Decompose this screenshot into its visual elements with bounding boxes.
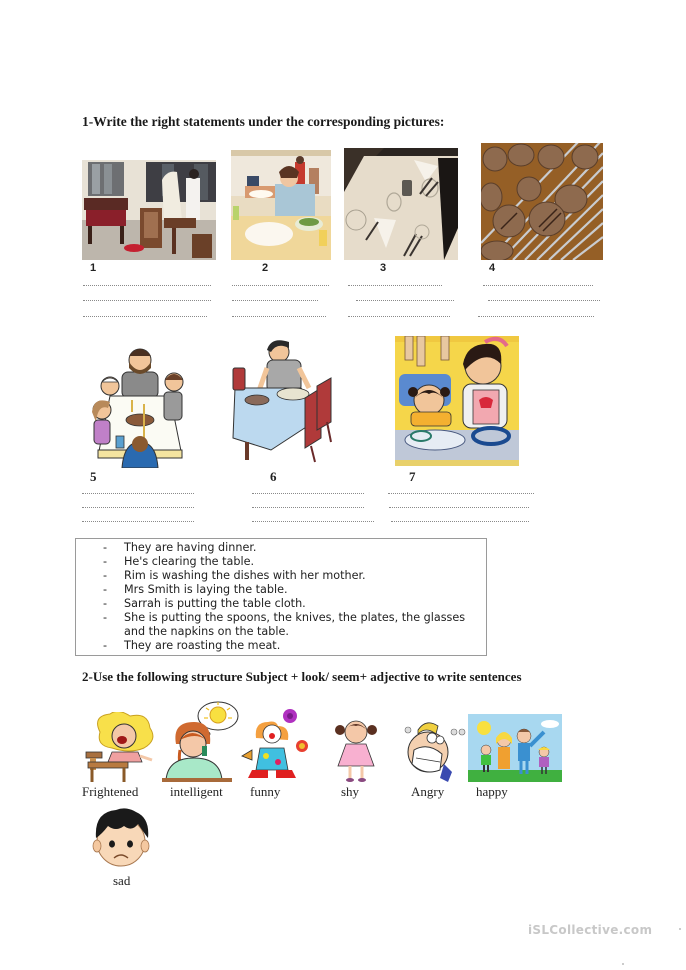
exercise-2-heading: 2-Use the following structure Subject + look/ seem+ adjective to write sentences xyxy=(82,669,522,684)
picture-3-laid-table xyxy=(344,148,458,260)
adjective-picture-angry xyxy=(404,720,466,782)
answer-line[interactable] xyxy=(348,285,442,287)
answer-line[interactable] xyxy=(82,507,194,509)
adjective-label-angry: Angry xyxy=(411,784,445,799)
exercise-1-heading: 1-Write the right statements under the corresponding pictures: xyxy=(82,114,445,129)
angry-man-icon xyxy=(404,720,466,782)
cartoon-clearing-table-icon xyxy=(231,338,339,466)
adjective-picture-intelligent xyxy=(156,700,240,782)
statement-item: - He's clearing the table. xyxy=(103,555,255,568)
statement-item: - Rim is washing the dishes with her mother. xyxy=(103,569,366,582)
decorative-dot xyxy=(622,963,624,965)
picture-7-washing-dishes xyxy=(395,336,519,466)
statement-item: - Sarrah is putting the table cloth. xyxy=(103,597,306,610)
statement-item: - Mrs Smith is laying the table. xyxy=(103,583,288,596)
answer-line[interactable] xyxy=(232,300,318,302)
adjective-label-shy: shy xyxy=(341,784,360,799)
answer-line[interactable] xyxy=(389,507,529,509)
answer-line[interactable] xyxy=(82,493,194,495)
picture-number-1: 1 xyxy=(90,262,97,274)
statement-item: - She is putting the spoons, the knives, the plates, the glasses and the napkins on the table. xyxy=(103,611,466,638)
answer-line[interactable] xyxy=(348,316,450,318)
answer-line[interactable] xyxy=(252,493,364,495)
statement-item: - They are having dinner. xyxy=(103,541,257,554)
adjective-label-funny: funny xyxy=(250,784,281,799)
happy-family-icon xyxy=(468,714,562,782)
answer-line[interactable] xyxy=(252,521,374,523)
answer-line[interactable] xyxy=(478,316,594,318)
answer-line[interactable] xyxy=(232,316,326,318)
adjective-picture-happy xyxy=(468,714,562,782)
picture-number-5: 5 xyxy=(90,469,97,484)
sad-boy-icon xyxy=(90,806,152,870)
answer-line[interactable] xyxy=(391,521,529,523)
answer-line[interactable] xyxy=(388,493,534,495)
adjective-picture-frightened xyxy=(82,712,158,782)
answer-line[interactable] xyxy=(82,521,194,523)
picture-number-6: 6 xyxy=(270,469,277,484)
statements-list xyxy=(76,541,486,653)
cartoon-washing-dishes-icon xyxy=(395,336,519,466)
answer-line[interactable] xyxy=(232,285,329,287)
answer-line[interactable] xyxy=(356,300,454,302)
adjective-label-sad: sad xyxy=(113,873,131,888)
picture-number-3: 3 xyxy=(380,262,387,274)
adjective-label-frightened: Frightened xyxy=(82,784,139,799)
cartoon-family-dinner-icon xyxy=(88,338,190,468)
answer-line[interactable] xyxy=(488,300,600,302)
picture-number-4: 4 xyxy=(489,262,496,274)
adjective-picture-sad xyxy=(90,806,152,870)
shy-girl-icon xyxy=(334,718,378,782)
adjective-picture-funny xyxy=(238,708,312,782)
picture-number-2: 2 xyxy=(262,262,269,274)
intelligent-girl-icon xyxy=(156,700,240,782)
answer-line[interactable] xyxy=(483,285,593,287)
picture-5-family-dinner xyxy=(88,338,190,468)
statement-item: - They are roasting the meat. xyxy=(103,639,281,652)
adjective-label-intelligent: intelligent xyxy=(170,784,223,799)
picture-number-7: 7 xyxy=(409,469,416,484)
answer-line[interactable] xyxy=(83,285,211,287)
answer-line[interactable] xyxy=(83,300,211,302)
photo-clearing-table-icon xyxy=(231,150,331,260)
decorative-dot xyxy=(679,928,681,930)
adjective-label-happy: happy xyxy=(476,784,508,799)
picture-2-clearing-table xyxy=(231,150,331,260)
frightened-child-icon xyxy=(82,712,158,782)
answer-line[interactable] xyxy=(83,316,207,318)
photo-laid-table-icon xyxy=(344,148,458,260)
picture-6-clearing-table-cartoon xyxy=(231,338,339,466)
photo-table-cloth-icon xyxy=(82,160,216,260)
adjective-picture-shy xyxy=(334,718,378,782)
watermark-logo: iSLCollective.com xyxy=(528,923,653,937)
funny-clown-icon xyxy=(238,708,312,782)
picture-1-table-cloth xyxy=(82,160,216,260)
photo-roasting-meat-icon xyxy=(481,143,603,260)
answer-line[interactable] xyxy=(252,507,364,509)
picture-4-roasting-meat xyxy=(481,143,603,260)
statements-box xyxy=(75,538,487,656)
